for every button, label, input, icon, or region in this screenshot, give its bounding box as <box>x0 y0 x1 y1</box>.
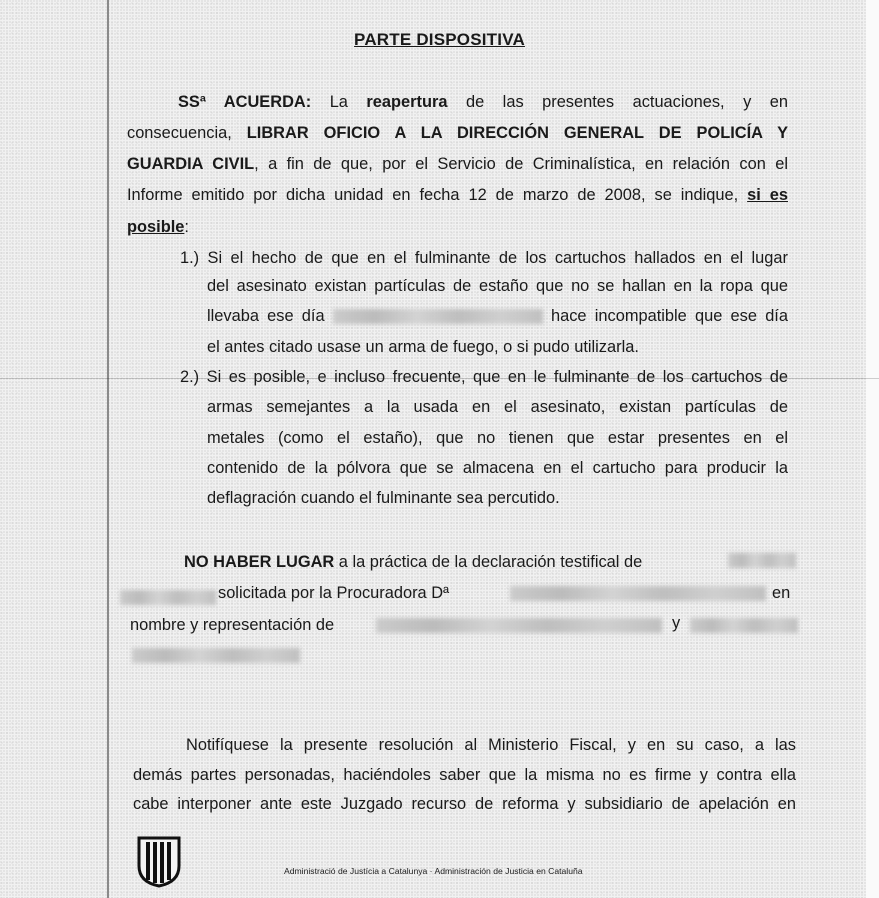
para2-line2: solicitada por la Procuradora Dª <box>218 584 450 602</box>
para1-line1: SSª ACUERDA: La reapertura de las presentes actuaciones, y en <box>178 93 788 111</box>
item2-line2: armas semejantes a la usada en el asesinato, existan partículas de <box>207 398 788 416</box>
item1-line3: llevaba ese día hace incompatible que ese día <box>207 307 788 325</box>
para1-line3: GUARDIA CIVIL, a fin de que, por el Servicio de Criminalística, en relación con el <box>127 155 788 173</box>
redacted-procuradora <box>510 586 766 601</box>
para1-line2: consecuencia, LIBRAR OFICIO A LA DIRECCIÓN GENERAL DE POLICÍA Y <box>127 124 788 142</box>
catalonia-emblem-icon <box>136 836 182 888</box>
item1-line4: el antes citado usase un arma de fuego, o si pudo utilizarla. <box>207 338 639 356</box>
para1-line4: Informe emitido por dicha unidad en fecha 12 de marzo de 2008, se indique, si es <box>127 186 788 204</box>
margin-rule <box>107 0 109 898</box>
redacted-witness-a <box>728 553 796 568</box>
redacted-party-b <box>690 618 798 633</box>
redacted-witness-b <box>120 590 216 605</box>
para2-line2-end: en <box>772 584 791 602</box>
footer-text: Administració de Justícia a Catalunya · Administración de Justicia en Cataluña <box>284 866 583 876</box>
para2-line3: nombre y representación de <box>130 616 335 634</box>
redacted-party-a <box>376 618 662 633</box>
para2-line1: NO HABER LUGAR a la práctica de la declaración testifical de <box>184 553 643 571</box>
item2-line1: 2.) Si es posible, e incluso frecuente, que en le fulminante de los cartuchos de <box>180 368 788 386</box>
para3-line1: Notifíquese la presente resolución al Ministerio Fiscal, y en su caso, a las <box>186 736 796 754</box>
item2-line3: metales (como el estaño), que no tienen que estar presentes en el <box>207 429 788 447</box>
redacted-name <box>333 309 543 324</box>
para2-line3-y: y <box>672 614 681 632</box>
redacted-party-c <box>132 648 300 663</box>
section-title: PARTE DISPOSITIVA <box>354 30 525 49</box>
item1-line1: 1.) Si el hecho de que en el fulminante de los cartuchos hallados en el lugar <box>180 249 788 267</box>
para1-line5: posible: <box>127 218 189 236</box>
para3-line3: cabe interponer ante este Juzgado recurso de reforma y subsidiario de apelación en <box>133 795 796 813</box>
para3-line2: demás partes personadas, haciéndoles saber que la misma no es firme y contra ella <box>133 766 796 784</box>
item2-line5: deflagración cuando el fulminante sea percutido. <box>207 489 560 507</box>
page-edge <box>866 0 879 898</box>
item2-line4: contenido de la pólvora que se almacena en el cartucho para producir la <box>207 459 788 477</box>
item1-line2: del asesinato existan partículas de estaño que no se hallan en la ropa que <box>207 277 788 295</box>
